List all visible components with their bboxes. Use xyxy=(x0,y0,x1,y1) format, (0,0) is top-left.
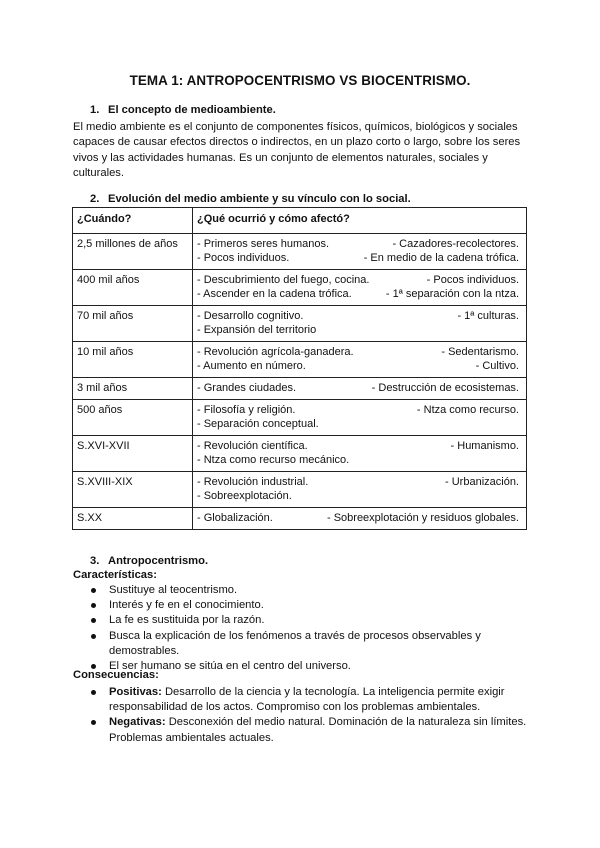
event-left: - Pocos individuos. xyxy=(197,252,290,264)
section-1-title: El concepto de medioambiente. xyxy=(108,104,276,116)
event-left: - Ascender en la cadena trófica. xyxy=(197,288,352,300)
evolution-table xyxy=(72,207,527,530)
event-left: - Globalización. xyxy=(197,512,273,524)
event-line xyxy=(197,359,523,373)
event-left: - Sobreexplotación. xyxy=(197,490,292,502)
event-line xyxy=(197,323,523,337)
table-header-row xyxy=(73,208,527,234)
header-when: ¿Cuándo? xyxy=(73,208,193,234)
when-cell: 500 años xyxy=(73,400,193,436)
events-cell xyxy=(193,378,527,400)
event-left: - Aumento en número. xyxy=(197,360,306,372)
event-right: - En medio de la cadena trófica. xyxy=(363,252,519,264)
when-cell: 2,5 millones de años xyxy=(73,234,193,270)
event-line xyxy=(197,511,523,525)
consequence-text: Desconexión del medio natural. Dominación de la naturaleza sin límites. Problemas ambientales actuales. xyxy=(109,716,527,744)
section-1-number: 1. xyxy=(90,104,100,116)
table-row xyxy=(73,378,527,400)
when-cell: 3 mil años xyxy=(73,378,193,400)
when-cell: S.XX xyxy=(73,508,193,530)
table-row xyxy=(73,342,527,378)
section-2-heading xyxy=(90,193,411,205)
bullet-icon xyxy=(91,690,96,695)
event-line xyxy=(197,237,523,251)
consecuencias-list xyxy=(73,685,533,746)
bullet-icon xyxy=(91,618,96,623)
list-item xyxy=(73,629,533,659)
event-right: - Cazadores-recolectores. xyxy=(392,238,519,250)
bullet-icon xyxy=(91,603,96,608)
event-right: - Urbanización. xyxy=(445,476,519,488)
consequence-label: Negativas: xyxy=(109,716,166,729)
event-line xyxy=(197,439,523,453)
table-row xyxy=(73,400,527,436)
when-cell: 400 mil años xyxy=(73,270,193,306)
document-title: TEMA 1: ANTROPOCENTRISMO VS BIOCENTRISMO. xyxy=(129,73,471,88)
event-line xyxy=(197,251,523,265)
event-left: - Descubrimiento del fuego, cocina. xyxy=(197,274,370,286)
event-line xyxy=(197,453,523,467)
table-row xyxy=(73,270,527,306)
when-cell: S.XVIII-XIX xyxy=(73,472,193,508)
event-line xyxy=(197,403,523,417)
list-item-text: La fe es sustituida por la razón. xyxy=(109,614,265,627)
table-row xyxy=(73,306,527,342)
event-line xyxy=(197,273,523,287)
section-3-number: 3. xyxy=(90,555,100,567)
section-1-paragraph: El medio ambiente es el conjunto de componentes físicos, químicos, biológicos y sociales capaces de causar efectos directos o indirectos, en un plazo corto o largo, sobre los seres vivos y las actividades humanas. Es un conjunto de elementos naturales, sociales y culturales. xyxy=(73,121,521,180)
event-line xyxy=(197,489,523,503)
when-cell: S.XVI-XVII xyxy=(73,436,193,472)
table-row xyxy=(73,508,527,530)
consequence-text: Desarrollo de la ciencia y la tecnología. La inteligencia permite exigir responsabilidad de los actos. Compromiso con los problemas ambientales. xyxy=(109,686,505,714)
event-left: - Expansión del territorio xyxy=(197,324,317,336)
events-cell xyxy=(193,472,527,508)
table-row xyxy=(73,436,527,472)
event-line xyxy=(197,381,523,395)
bullet-icon xyxy=(91,634,96,639)
events-cell xyxy=(193,342,527,378)
events-cell xyxy=(193,270,527,306)
table-row xyxy=(73,472,527,508)
event-right: - Humanismo. xyxy=(450,440,519,452)
consequence-label: Positivas: xyxy=(109,686,162,698)
event-left: - Primeros seres humanos. xyxy=(197,238,330,250)
event-right: - Ntza como recurso. xyxy=(416,404,519,416)
list-item xyxy=(73,715,533,745)
list-item-text: Interés y fe en el conocimiento. xyxy=(109,599,264,612)
section-3-heading xyxy=(90,555,208,567)
event-right: - 1ª culturas. xyxy=(457,310,519,322)
event-right: - Sobreexplotación y residuos globales. xyxy=(326,512,519,524)
list-item xyxy=(73,598,533,613)
event-left: - Ntza como recurso mecánico. xyxy=(197,454,350,466)
event-right: - 1ª separación con la ntza. xyxy=(385,288,519,300)
header-what: ¿Qué ocurrió y cómo afectó? xyxy=(193,208,527,234)
section-1-heading xyxy=(90,104,276,116)
event-right: - Pocos individuos. xyxy=(426,274,519,286)
events-cell xyxy=(193,400,527,436)
caracteristicas-list xyxy=(73,583,533,674)
table-body xyxy=(73,234,527,530)
bullet-icon xyxy=(91,588,96,593)
events-cell xyxy=(193,306,527,342)
list-item-text: Busca la explicación de los fenómenos a través de procesos observables y demostrables. xyxy=(109,629,481,657)
list-item-text: Sustituye al teocentrismo. xyxy=(109,584,238,596)
section-3-title: Antropocentrismo. xyxy=(108,555,209,567)
event-left: - Separación conceptual. xyxy=(197,418,319,430)
list-item xyxy=(73,685,533,715)
event-left: - Revolución industrial. xyxy=(197,476,309,488)
event-left: - Revolución científica. xyxy=(197,440,308,452)
event-line xyxy=(197,345,523,359)
event-right: - Cultivo. xyxy=(475,360,519,372)
section-2-number: 2. xyxy=(90,193,100,205)
event-line xyxy=(197,475,523,489)
when-cell: 10 mil años xyxy=(73,342,193,378)
table-row xyxy=(73,234,527,270)
event-left: - Filosofía y religión. xyxy=(197,404,296,416)
event-line xyxy=(197,287,523,301)
bullet-icon xyxy=(91,720,96,725)
list-item-text: El ser humano se sitúa en el centro del universo. xyxy=(109,660,351,673)
event-left: - Grandes ciudades. xyxy=(197,382,297,394)
event-right: - Destrucción de ecosistemas. xyxy=(371,382,519,394)
event-left: - Desarrollo cognitivo. xyxy=(197,310,304,322)
section-2-title: Evolución del medio ambiente y su vínculo con lo social. xyxy=(108,193,411,205)
event-line xyxy=(197,417,523,431)
events-cell xyxy=(193,436,527,472)
list-item xyxy=(73,613,533,628)
list-item xyxy=(73,583,533,598)
event-left: - Revolución agrícola-ganadera. xyxy=(197,346,354,358)
events-cell xyxy=(193,234,527,270)
caracteristicas-label: Características: xyxy=(73,569,157,581)
consecuencias-label: Consecuencias: xyxy=(73,669,159,681)
when-cell: 70 mil años xyxy=(73,306,193,342)
event-right: - Sedentarismo. xyxy=(441,346,519,358)
event-line xyxy=(197,309,523,323)
events-cell xyxy=(193,508,527,530)
